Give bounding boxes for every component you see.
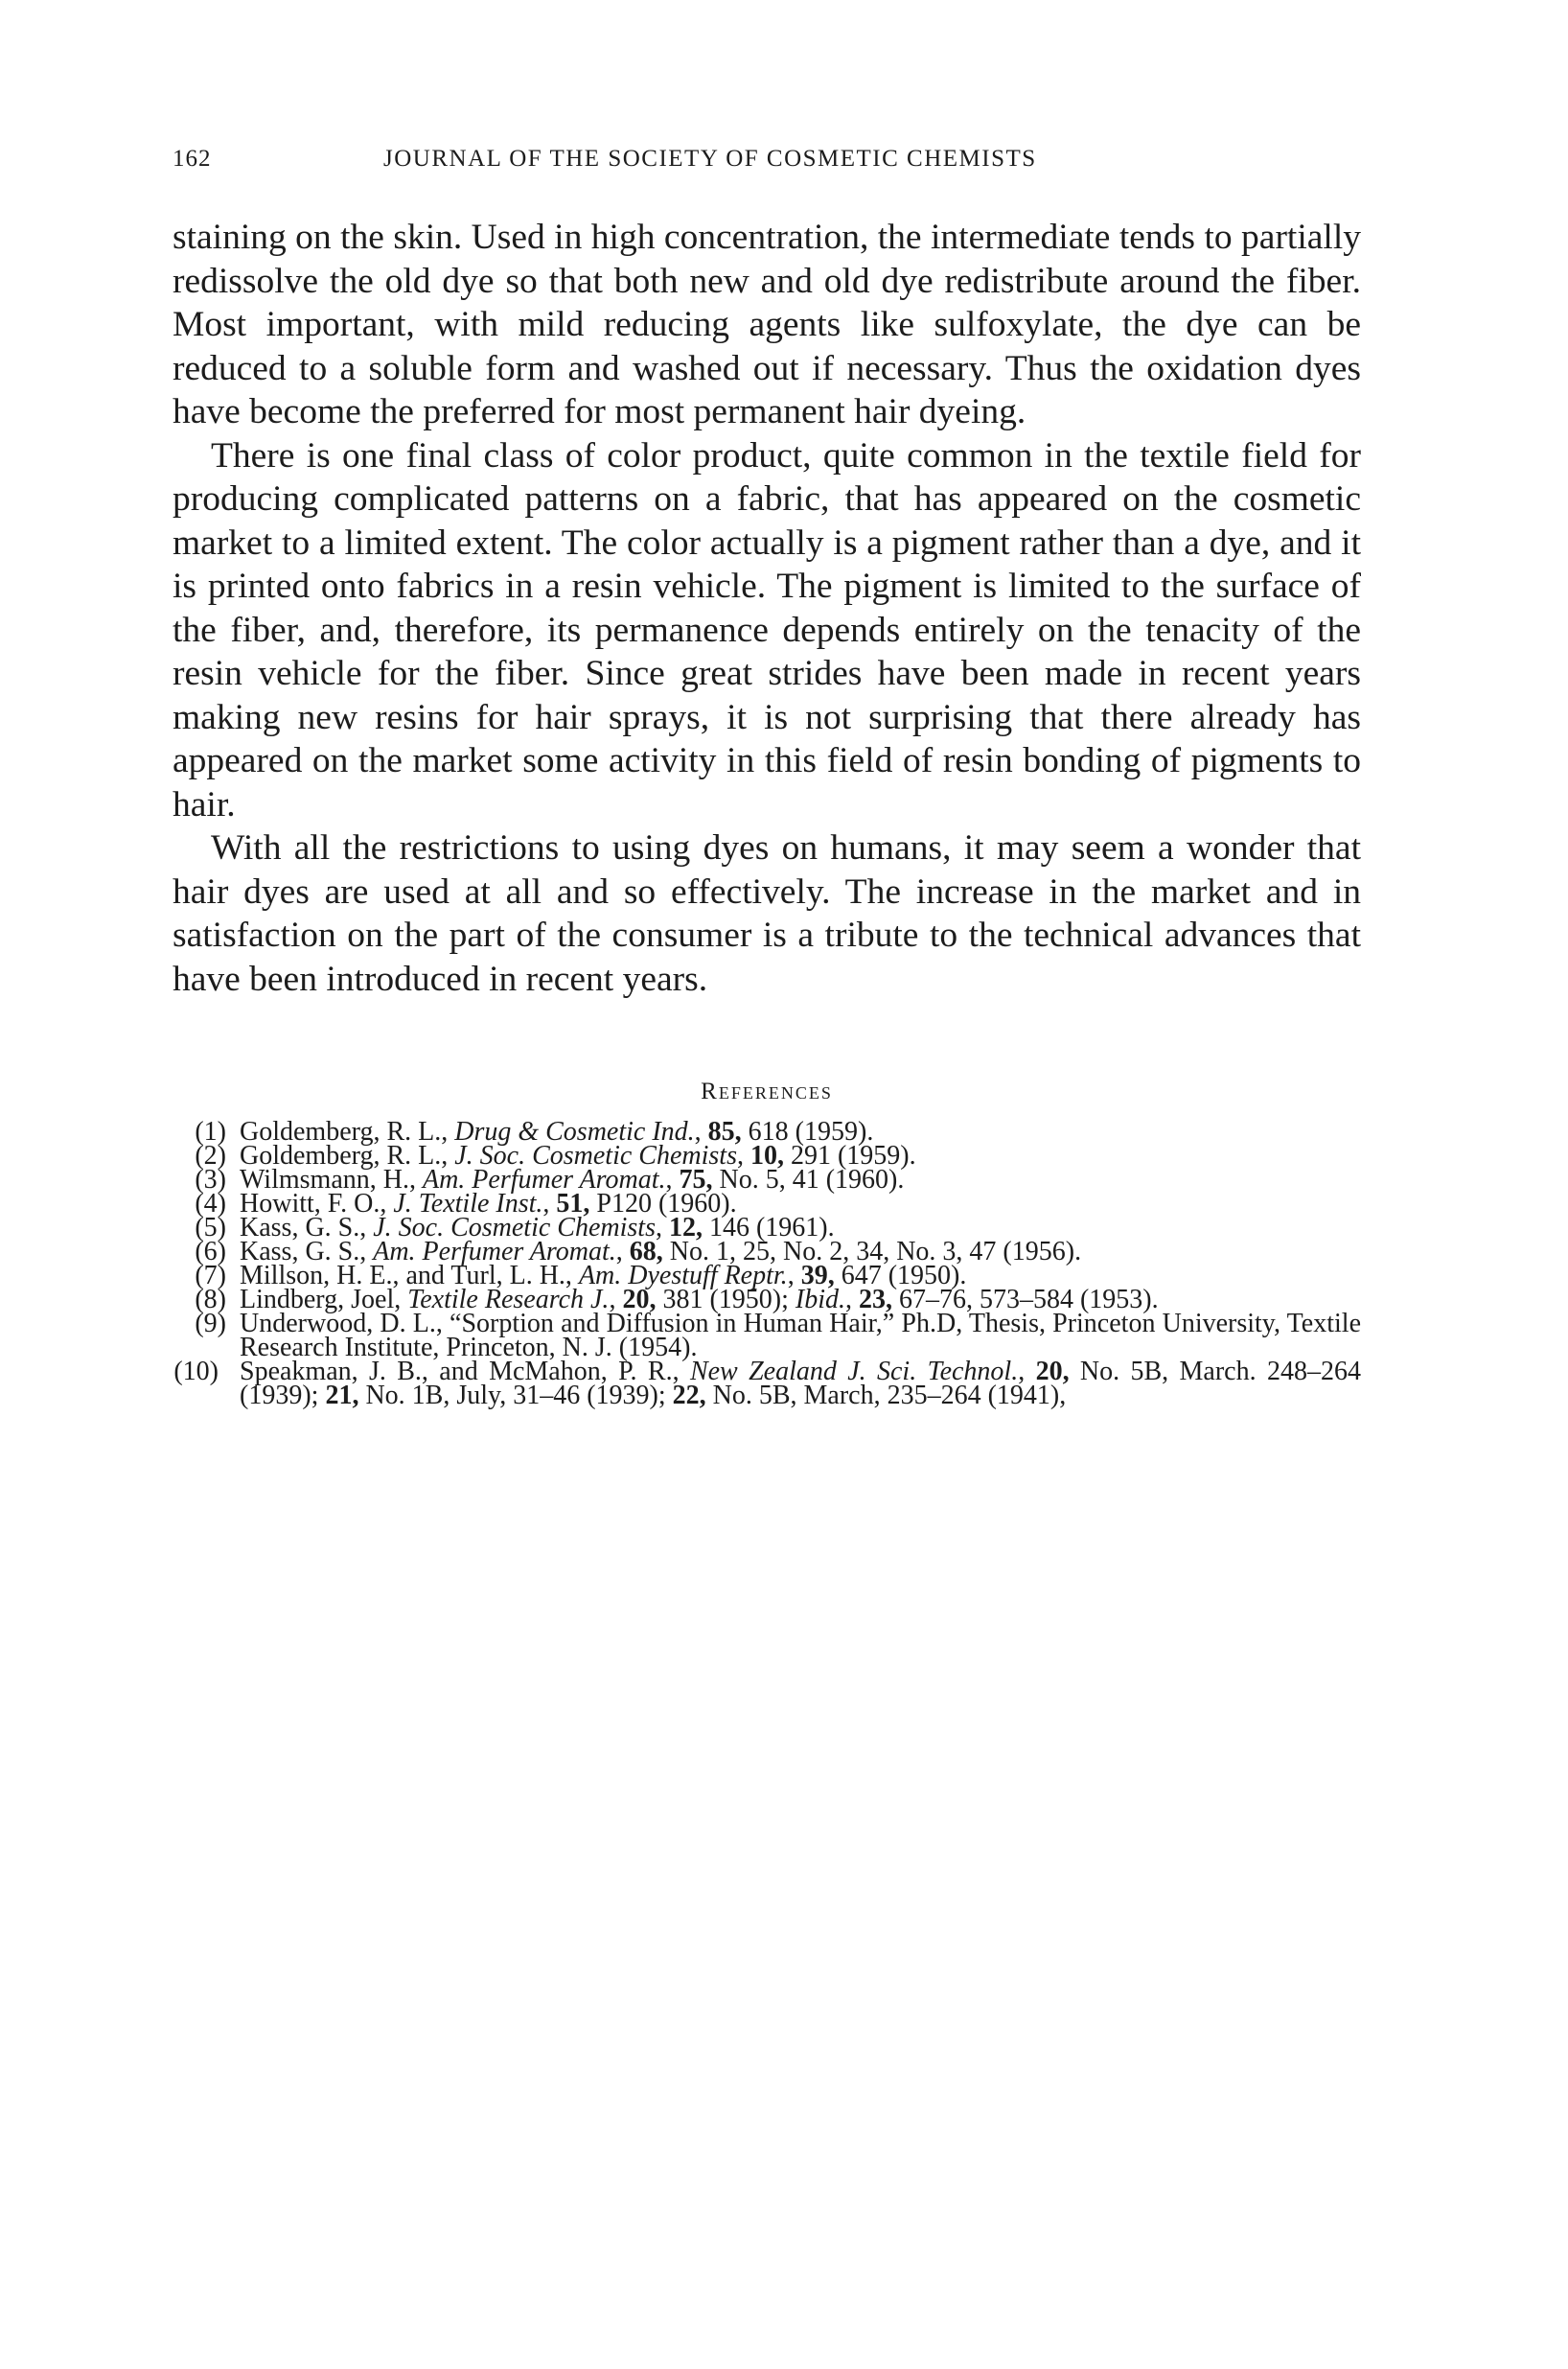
reference-volume: 12, xyxy=(668,1213,703,1243)
reference-text: Speakman, J. B., and McMahon, P. R., xyxy=(240,1357,690,1386)
reference-text: No. 5B, March, 235–264 (1941), xyxy=(705,1381,1067,1410)
reference-number: (1) xyxy=(195,1117,226,1147)
reference-volume: 68, xyxy=(629,1237,663,1266)
reference-text: Wilmsmann, H., xyxy=(240,1165,423,1195)
reference-text: 618 (1959). xyxy=(741,1117,874,1147)
reference-volume: 85, xyxy=(707,1117,742,1147)
reference-text: P120 (1960). xyxy=(589,1189,737,1219)
reference-text: , xyxy=(655,1213,669,1243)
reference-text: , xyxy=(615,1237,630,1266)
reference-text: Kass, G. S., xyxy=(240,1237,374,1266)
reference-volume: 10, xyxy=(749,1141,784,1171)
reference-text: Underwood, D. L., “Sorption and Diffusion in Human Hair,” Ph.D, Thesis, Princeton University, Textile Research Institute, Princeton, N. J. (1954). xyxy=(240,1309,1361,1362)
reference-journal: Drug & Cosmetic Ind. xyxy=(454,1117,695,1147)
page-number: 162 xyxy=(173,146,212,172)
reference-text: Goldemberg, R. L., xyxy=(240,1117,455,1147)
reference-journal: Am. Dyestuff Reptr. xyxy=(578,1261,788,1290)
reference-number: (8) xyxy=(195,1285,226,1314)
paragraph-conclusion: With all the restrictions to using dyes on humans, it may seem a wonder that hair dyes are used at all and so effectively. The increase in the market and in satisfaction on the part of the consumer is a tribute to the technical advances that have been introduced in recent years. xyxy=(173,828,1361,999)
reference-volume: 75, xyxy=(679,1165,713,1195)
reference-text: No. 5B, March. 248–264 (1939); xyxy=(240,1357,1361,1410)
reference-text: Millson, H. E., and Turl, L. H., xyxy=(240,1261,579,1290)
reference-text: 381 (1950); xyxy=(656,1285,796,1314)
reference-number: (10) xyxy=(173,1357,219,1386)
reference-number: (7) xyxy=(195,1261,226,1290)
reference-number: (3) xyxy=(195,1165,226,1195)
reference-text: , xyxy=(665,1165,680,1195)
reference-text: No. 1, 25, No. 2, 34, No. 3, 47 (1956). xyxy=(662,1237,1082,1266)
reference-journal: J. Soc. Cosmetic Chemists xyxy=(454,1141,737,1171)
reference-journal: Ibid. xyxy=(795,1285,845,1314)
body-text xyxy=(173,216,1361,1001)
reference-text: , xyxy=(787,1261,801,1290)
reference-journal: Am. Perfumer Aromat. xyxy=(422,1165,666,1195)
reference-text: 67–76, 573–584 (1953). xyxy=(891,1285,1159,1314)
reference-journal: J. Textile Inst. xyxy=(393,1189,543,1219)
running-head xyxy=(173,146,1361,184)
reference-volume: 20, xyxy=(1035,1357,1070,1386)
reference-text: , xyxy=(1018,1357,1036,1386)
reference-volume: 22, xyxy=(672,1381,706,1410)
reference-number: (4) xyxy=(195,1189,226,1219)
reference-volume: 23, xyxy=(858,1285,892,1314)
paragraph-continued: staining on the skin. Used in high concentration, the intermediate tends to partially redissolve the old dye so that both new and old dye redistribute around the fiber. Most important, with mild reducing agents like sulfoxylate, the dye can be reduced to a soluble form and washed out if necessary. Thus the oxidation dyes have become the preferred for most permanent hair dyeing. xyxy=(173,218,1361,431)
reference-text: , xyxy=(844,1285,859,1314)
reference-volume: 21, xyxy=(325,1381,359,1410)
reference-text: , xyxy=(609,1285,623,1314)
reference-journal: Textile Research J. xyxy=(407,1285,610,1314)
reference-journal: New Zealand J. Sci. Technol. xyxy=(689,1357,1019,1386)
reference-journal: Am. Perfumer Aromat. xyxy=(373,1237,616,1266)
reference-volume: 20, xyxy=(622,1285,657,1314)
reference-text: , xyxy=(542,1189,557,1219)
reference-text: No. 5, 41 (1960). xyxy=(712,1165,905,1195)
reference-item xyxy=(173,1309,1361,1362)
reference-item xyxy=(173,1357,1361,1410)
reference-text: No. 1B, July, 31–46 (1939); xyxy=(358,1381,673,1410)
journal-title: JOURNAL OF THE SOCIETY OF COSMETIC CHEMISTS xyxy=(383,146,1037,172)
reference-text: 291 (1959). xyxy=(783,1141,916,1171)
reference-text: Lindberg, Joel, xyxy=(240,1285,408,1314)
reference-text: 647 (1950). xyxy=(834,1261,967,1290)
reference-text: Goldemberg, R. L., xyxy=(240,1141,455,1171)
reference-text: 146 (1961). xyxy=(702,1213,835,1243)
paragraph-pigment-resin: There is one final class of color product, quite common in the textile field for producing complicated patterns on a fabric, that has appeared on the cosmetic market to a limited extent. The color actually is a pigment rather than a dye, and it is printed onto fabrics in a resin vehicle. The pigment is limited to the surface of the fiber, and, therefore, its permanence depends entirely on the tenacity of the resin vehicle for the fiber. Since great strides have been made in recent years making new resins for hair sprays, it is not surprising that there already has appeared on the market some activity in this field of resin bonding of pigments to hair. xyxy=(173,435,1361,825)
reference-number: (5) xyxy=(195,1213,226,1243)
references-heading: References xyxy=(701,1079,833,1104)
reference-number: (9) xyxy=(195,1309,226,1338)
reference-volume: 51, xyxy=(556,1189,590,1219)
reference-text: , xyxy=(736,1141,750,1171)
reference-number: (6) xyxy=(195,1237,226,1266)
reference-text: Howitt, F. O., xyxy=(240,1189,394,1219)
reference-text: Kass, G. S., xyxy=(240,1213,374,1243)
reference-volume: 39, xyxy=(800,1261,835,1290)
reference-number: (2) xyxy=(195,1141,226,1171)
reference-journal: J. Soc. Cosmetic Chemists xyxy=(373,1213,656,1243)
reference-text: , xyxy=(694,1117,708,1147)
references-list xyxy=(173,1117,1361,1410)
